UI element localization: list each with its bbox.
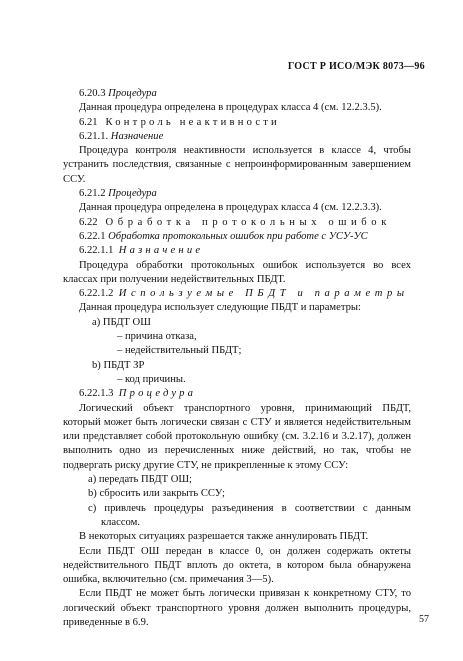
list-item: а) ПБДТ ОШ (92, 316, 151, 328)
paragraph: Процедура обработки протокольных ошибок используется во всех классах при получении недействительных ПБДТ. (63, 259, 411, 285)
document-header: ГОСТ Р ИСО/МЭК 8073—96 (287, 61, 425, 72)
paragraph: Если ПБДТ не может быть логически привязан к конкретному СТУ, то логический объект транспортного уровня должен выполнить процедуры, приведенные в 6.9. (63, 588, 411, 628)
paragraph: В некоторых ситуациях разрешается также аннулировать ПБДТ. (79, 531, 369, 543)
section-6-22-1-3 (63, 387, 411, 401)
section-title: Процедура (108, 188, 157, 200)
section-number: 6.22 (79, 216, 98, 228)
paragraph: Логический объект транспортного уровня, принимающий ПБДТ, который может быть логически связан с СТУ и является недействительным или представляет собой протокольную ошибку (см. 3.2.16 и 3.2.17), должен выполнить одно из перечисленных ниже действий, но так, чтобы не подвергать риску другие СТУ, не прикрепленные к этому ССУ: (63, 402, 411, 471)
section-number: 6.21 (79, 116, 98, 128)
section-title: Процедура (108, 88, 157, 99)
section-title: Обработка протокольных ошибок (105, 216, 391, 228)
section-number: 6.21.2 (79, 188, 106, 200)
list-item: b) сбросить или закрыть ССУ; (88, 488, 225, 500)
paragraph: Данная процедура определена в процедурах класса 4 (см. 12.2.3.5). (79, 102, 382, 114)
document-body (63, 87, 411, 630)
paragraph: Данная процедура использует следующие ПБДТ и параметры: (79, 302, 361, 314)
section-title: Назначение (110, 130, 164, 142)
section-title: Обработка протокольных ошибок при работе с УСУ-УС (108, 230, 368, 242)
section-number: 6.21.1. (79, 130, 109, 142)
section-number: 6.22.1.3 (79, 388, 114, 400)
paragraph: Если ПБДТ ОШ передан в классе 0, он должен содержать октеты недействительного ПБДТ вплоть до октета, в котором была обнаружена ошибка, включительно (см. примечания 3—5). (63, 545, 411, 586)
list-subitem: – недействительный ПБДТ; (117, 345, 242, 357)
section-title: Используемые ПБДТ и параметры (118, 288, 409, 300)
section-title: Процедура (118, 388, 197, 400)
section-6-21-1 (63, 130, 411, 144)
section-title: Назначение (118, 245, 204, 257)
section-6-21 (63, 116, 411, 130)
section-6-22-1-1 (63, 244, 411, 258)
paragraph: Данная процедура определена в процедурах класса 4 (см. 12.2.3.3). (79, 202, 382, 214)
section-title: Контроль неактивности (105, 116, 280, 128)
list-item: а) передать ПБДТ ОШ; (88, 474, 192, 486)
section-6-22-1 (63, 230, 411, 244)
section-6-20-3 (63, 87, 411, 101)
list-subitem: – код причины. (117, 373, 186, 385)
section-number: 6.22.1.2 (79, 288, 114, 300)
page-number: 57 (419, 614, 429, 625)
section-6-22 (63, 216, 411, 230)
section-number: 6.20.3 (79, 88, 106, 99)
section-6-21-2 (63, 187, 411, 201)
section-6-22-1-2 (63, 287, 411, 301)
list-subitem: – причина отказа, (117, 331, 197, 343)
list-item: с) привлечь процедуры разъединения в соответствии с данным классом. (88, 502, 411, 528)
list-item: b) ПБДТ ЗР (92, 359, 145, 371)
section-number: 6.22.1 (79, 230, 106, 242)
section-number: 6.22.1.1 (79, 245, 114, 257)
paragraph: Процедура контроля неактивности используется в классе 4, чтобы устранить последствия, связанные с непроинформированным завершением ССУ. (63, 145, 411, 185)
